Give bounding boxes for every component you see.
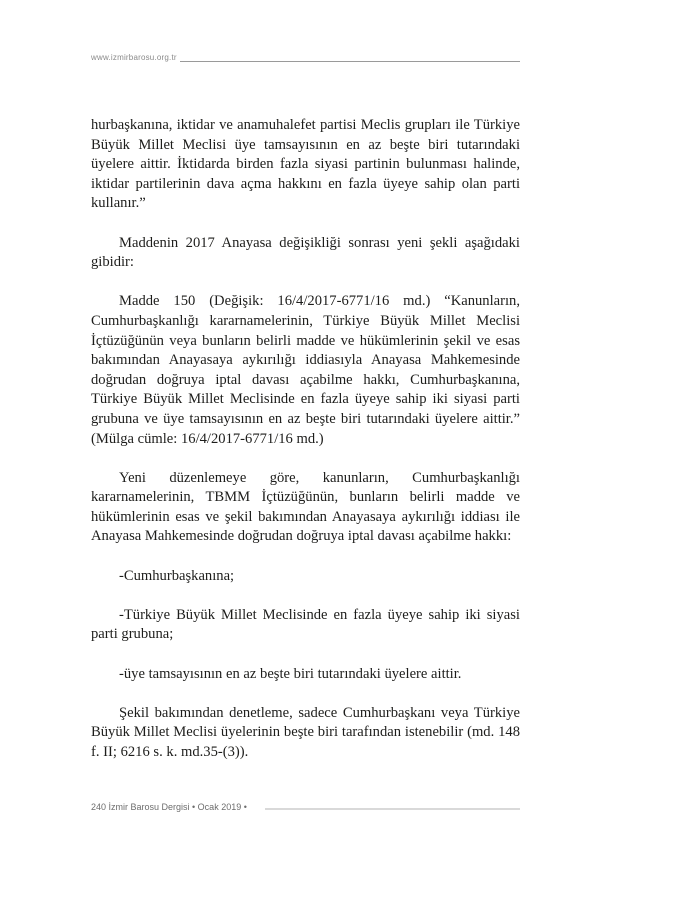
footer-text: 240 İzmir Barosu Dergisi • Ocak 2019 • [91,802,247,812]
list-item-president: -Cumhurbaşkanına; [119,567,235,584]
paragraph-form-review: Şekil bakımından denetleme, sadece Cumhurbaşkanı veya Türkiye Büyük Millet Meclisi üyelerinin beşte biri tarafından istenebilir (md. 148 f. II; 6216 s. k. md.35-(3)). [91,704,520,760]
body-text [91,116,520,763]
list-item-members: -üye tamsayısının en az beşte biri tutarındaki üyelere aittir. [119,665,462,682]
paragraph-article-150: Madde 150 (Değişik: 16/4/2017-6771/16 md.) “Kanunların, Cumhurbaşkanlığı kararnamelerinin, Türkiye Büyük Millet Meclisi İçtüzüğünün veya bunların belirli madde ve hükümlerinin şekil ve esas bakımından Anayasaya aykırılığı iddiasıyla Anayasa Mahkemesinde doğrudan doğruya iptal davası açabilme hakkı, Cumhurbaşkanına, Türkiye Büyük Millet Meclisinde en fazla üyeye sahip iki siyasi parti grubuna ve üye tamsayısının en az beşte biri tutarındaki üyelere aittir.” (Mülga cümle: 16/4/2017-6771/16 md.) [91,293,520,447]
header-url: www.izmirbarosu.org.tr [91,53,177,62]
paragraph-continuation: hurbaşkanına, iktidar ve anamuhalefet partisi Meclis grupları ile Türkiye Büyük Millet Meclisi üye tamsayısının en az beşte biri tutarındaki üyelere aittir. İktidarda birden fazla siyasi partinin bulunması halinde, iktidar partilerinin dava açma hakkını en fazla üyeye sahip olan parti kullanır.” [91,117,520,212]
paragraph-intro-new-article: Maddenin 2017 Anayasa değişikliği sonrası yeni şekli aşağıdaki gibidir: [91,234,520,271]
paragraph-new-regulation: Yeni düzenlemeye göre, kanunların, Cumhurbaşkanlığı kararnamelerinin, TBMM İçtüzüğünün, bunların belirli madde ve hükümlerinin esas ve şekil bakımından Anayasaya aykırılığı iddiası ile Anayasa Mahkemesinde doğrudan doğruya iptal davası açabilme hakkı: [91,469,520,545]
footer-rule [265,808,520,810]
header-rule [180,61,520,62]
list-item-party-groups: -Türkiye Büyük Millet Meclisinde en fazla üyeye sahip iki siyasi parti grubuna; [91,606,520,643]
